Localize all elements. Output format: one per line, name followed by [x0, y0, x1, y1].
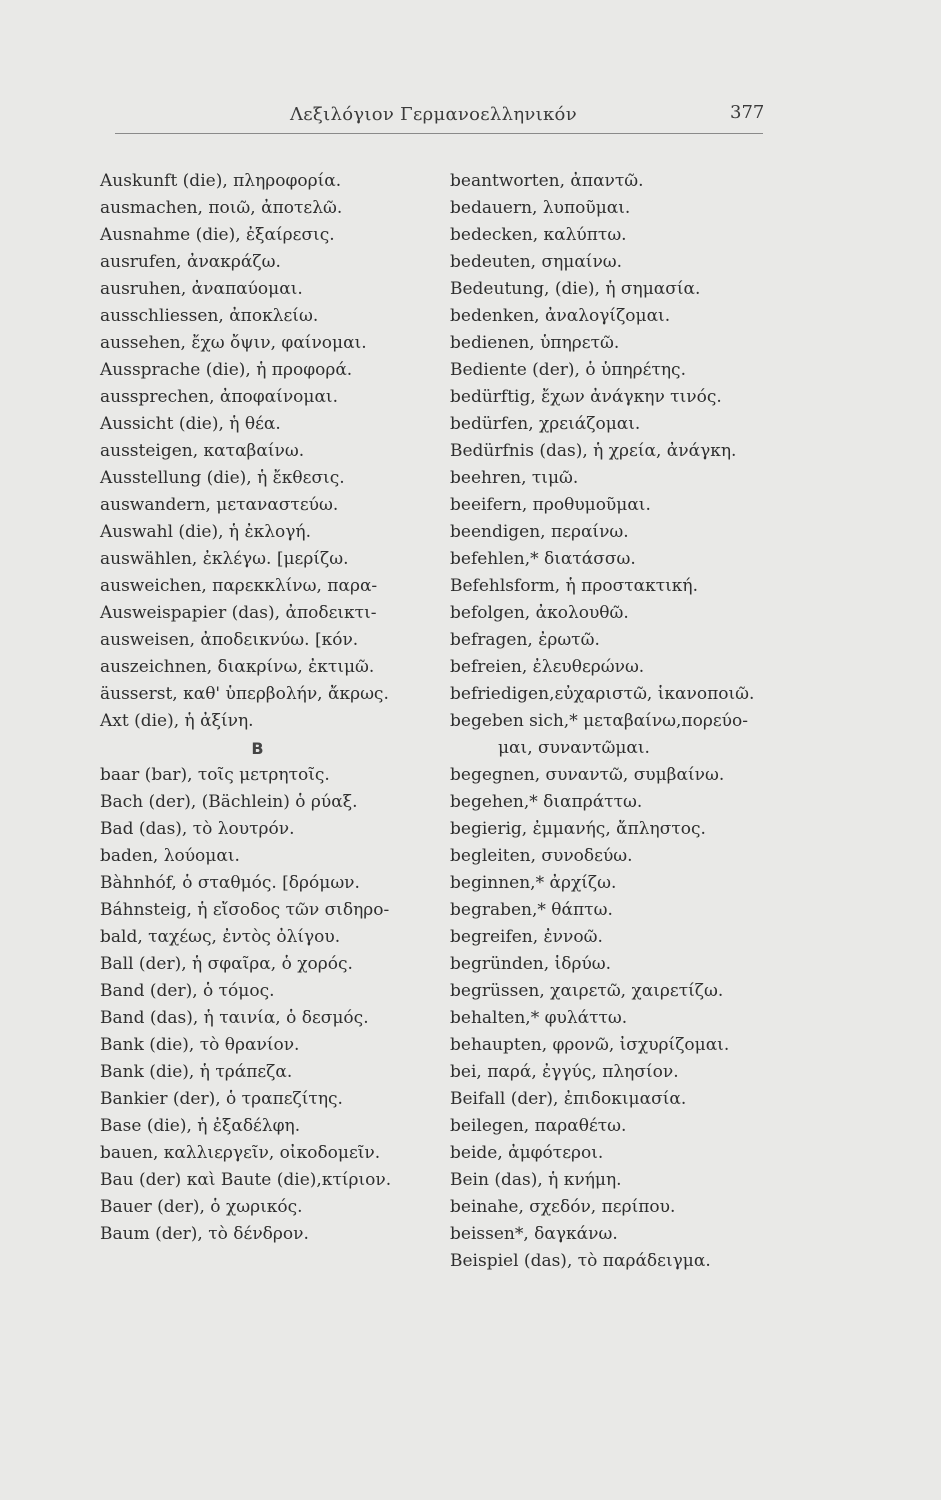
dictionary-entry: bedecken, καλύπτω. — [450, 225, 627, 245]
left-column — [100, 168, 445, 1248]
dictionary-entry: begierig, ἐμμανής, ἄπληστος. — [450, 819, 706, 839]
dictionary-entry: Befehlsform, ἡ προστακτική. — [450, 576, 698, 596]
dictionary-entry: bei, παρά, ἐγγύς, πλησίον. — [450, 1062, 679, 1082]
dictionary-entry: Bàhnhóf, ὁ σταθμός. [δρόμων. — [100, 873, 360, 893]
dictionary-entry: befriedigen,εὐχαριστῶ, ἱκανοποιῶ. — [450, 684, 755, 704]
dictionary-entry: äusserst, καθ' ὑπερβολήν, ἄκρως. — [100, 684, 389, 704]
dictionary-entry: bedürfen, χρειάζομαι. — [450, 414, 641, 434]
dictionary-entry: befehlen,* διατάσσω. — [450, 549, 636, 569]
dictionary-entry: beide, ἀμφότεροι. — [450, 1143, 604, 1163]
dictionary-entry: Axt (die), ἡ ἀξίνη. — [100, 711, 254, 731]
dictionary-entry: Ausnahme (die), ἐξαίρεσις. — [100, 225, 335, 245]
dictionary-entry: Bank (die), ἡ τράπεζα. — [100, 1062, 293, 1082]
dictionary-entry: Bad (das), τὸ λουτρόν. — [100, 819, 295, 839]
page-number: 377 — [730, 102, 765, 123]
dictionary-entry: beilegen, παραθέτω. — [450, 1116, 627, 1136]
dictionary-entry: Bank (die), τὸ θρανίον. — [100, 1035, 300, 1055]
dictionary-entry: Band (der), ὁ τόμος. — [100, 981, 275, 1001]
dictionary-entry: Ausstellung (die), ἡ ἔκθεσις. — [100, 468, 345, 488]
dictionary-entry: begleiten, συνοδεύω. — [450, 846, 633, 866]
dictionary-entry: Auskunft (die), πληροφορία. — [100, 171, 342, 191]
dictionary-entry: beinahe, σχεδόν, περίπου. — [450, 1197, 676, 1217]
dictionary-entry: auswählen, ἐκλέγω. [μερίζω. — [100, 549, 349, 569]
dictionary-entry: begreifen, ἐννοῶ. — [450, 927, 603, 947]
dictionary-entry: bedeuten, σημαίνω. — [450, 252, 623, 272]
dictionary-entry: beendigen, περαίνω. — [450, 522, 629, 542]
dictionary-entry: bedauern, λυποῦμαι. — [450, 198, 631, 218]
dictionary-entry: baar (bar), τοῖς μετρητοῖς. — [100, 765, 330, 785]
dictionary-entry: Bach (der), (Bächlein) ὁ ρύαξ. — [100, 792, 358, 812]
dictionary-entry: bedürftig, ἔχων ἀνάγκην τινός. — [450, 387, 722, 407]
section-letter-heading: B — [251, 739, 264, 758]
dictionary-entry: Auswahl (die), ἡ ἐκλογή. — [100, 522, 311, 542]
dictionary-entry: Bedeutung, (die), ἡ σημασία. — [450, 279, 701, 299]
dictionary-entry: Baum (der), τὸ δένδρον. — [100, 1224, 309, 1244]
dictionary-entry: aussteigen, καταβαίνω. — [100, 441, 305, 461]
header-rule — [115, 133, 763, 134]
dictionary-entry: begrüssen, χαιρετῶ, χαιρετίζω. — [450, 981, 724, 1001]
dictionary-entry: auszeichnen, διακρίνω, ἐκτιμῶ. — [100, 657, 375, 677]
dictionary-entry: Aussprache (die), ἡ προφορά. — [100, 360, 353, 380]
dictionary-entry: behalten,* φυλάττω. — [450, 1008, 628, 1028]
dictionary-entry: beeifern, προθυμοῦμαι. — [450, 495, 651, 515]
dictionary-entry: Beispiel (das), τὸ παράδειγμα. — [450, 1251, 711, 1271]
dictionary-entry: befreien, ἐλευθερώνω. — [450, 657, 645, 677]
dictionary-entry: aussehen, ἔχω ὄψιν, φαίνομαι. — [100, 333, 367, 353]
right-column — [450, 168, 790, 1275]
dictionary-entry: Base (die), ἡ ἐξαδέλφη. — [100, 1116, 301, 1136]
dictionary-entry: baden, λούομαι. — [100, 846, 240, 866]
dictionary-entry: aussprechen, ἀποφαίνομαι. — [100, 387, 338, 407]
dictionary-entry: Bedürfnis (das), ἡ χρεία, ἀνάγκη. — [450, 441, 737, 461]
dictionary-entry: Beifall (der), ἐπιδοκιμασία. — [450, 1089, 687, 1109]
dictionary-entry: ausschliessen, ἀποκλείω. — [100, 306, 319, 326]
dictionary-entry: μαι, συναντῶμαι. — [498, 738, 650, 758]
running-header-title: Λεξιλόγιον Γερμανοελληνικόν — [290, 104, 577, 125]
dictionary-entry: Bein (das), ἡ κνήμη. — [450, 1170, 622, 1190]
dictionary-entry: befolgen, ἀκολουθῶ. — [450, 603, 629, 623]
dictionary-entry: Bankier (der), ὁ τραπεζίτης. — [100, 1089, 343, 1109]
dictionary-entry: begraben,* θάπτω. — [450, 900, 613, 920]
dictionary-entry: behaupten, φρονῶ, ἰσχυρίζομαι. — [450, 1035, 730, 1055]
dictionary-entry: ausweisen, ἀποδεικνύω. [κόν. — [100, 630, 359, 650]
dictionary-entry: Bediente (der), ὁ ὑπηρέτης. — [450, 360, 686, 380]
dictionary-entry: begeben sich,* μεταβαίνω,πορεύο- — [450, 711, 748, 731]
dictionary-entry: beissen*, δαγκάνω. — [450, 1224, 618, 1244]
dictionary-entry: beehren, τιμῶ. — [450, 468, 579, 488]
dictionary-entry: begründen, ἱδρύω. — [450, 954, 612, 974]
dictionary-entry: befragen, ἐρωτῶ. — [450, 630, 600, 650]
dictionary-entry: begegnen, συναντῶ, συμβαίνω. — [450, 765, 725, 785]
dictionary-entry: Ball (der), ἡ σφαῖρα, ὁ χορός. — [100, 954, 353, 974]
dictionary-entry: Aussicht (die), ἡ θέα. — [100, 414, 281, 434]
dictionary-entry: beginnen,* ἀρχίζω. — [450, 873, 617, 893]
dictionary-entry: ausweichen, παρεκκλίνω, παρα- — [100, 576, 378, 596]
dictionary-entry: bald, ταχέως, ἐντὸς ὀλίγου. — [100, 927, 341, 947]
dictionary-entry: beantworten, ἀπαντῶ. — [450, 171, 644, 191]
dictionary-entry: ausmachen, ποιῶ, ἀποτελῶ. — [100, 198, 343, 218]
dictionary-entry: bedenken, ἀναλογίζομαι. — [450, 306, 671, 326]
dictionary-entry: Band (das), ἡ ταινία, ὁ δεσμός. — [100, 1008, 369, 1028]
dictionary-entry: Bau (der) καὶ Baute (die),κτίριον. — [100, 1170, 392, 1190]
dictionary-entry: Ausweispapier (das), ἀποδεικτι- — [100, 603, 377, 623]
dictionary-entry: Báhnsteig, ἡ εἴσοδος τῶν σιδηρο- — [100, 900, 390, 920]
dictionary-entry: Bauer (der), ὁ χωρικός. — [100, 1197, 303, 1217]
dictionary-entry: bedienen, ὑπηρετῶ. — [450, 333, 620, 353]
dictionary-entry: ausrufen, ἀνακράζω. — [100, 252, 281, 272]
dictionary-entry: bauen, καλλιεργεῖν, οἰκοδομεῖν. — [100, 1143, 381, 1163]
dictionary-entry: ausruhen, ἀναπαύομαι. — [100, 279, 303, 299]
dictionary-entry: auswandern, μεταναστεύω. — [100, 495, 339, 515]
dictionary-entry: begehen,* διαπράττω. — [450, 792, 643, 812]
